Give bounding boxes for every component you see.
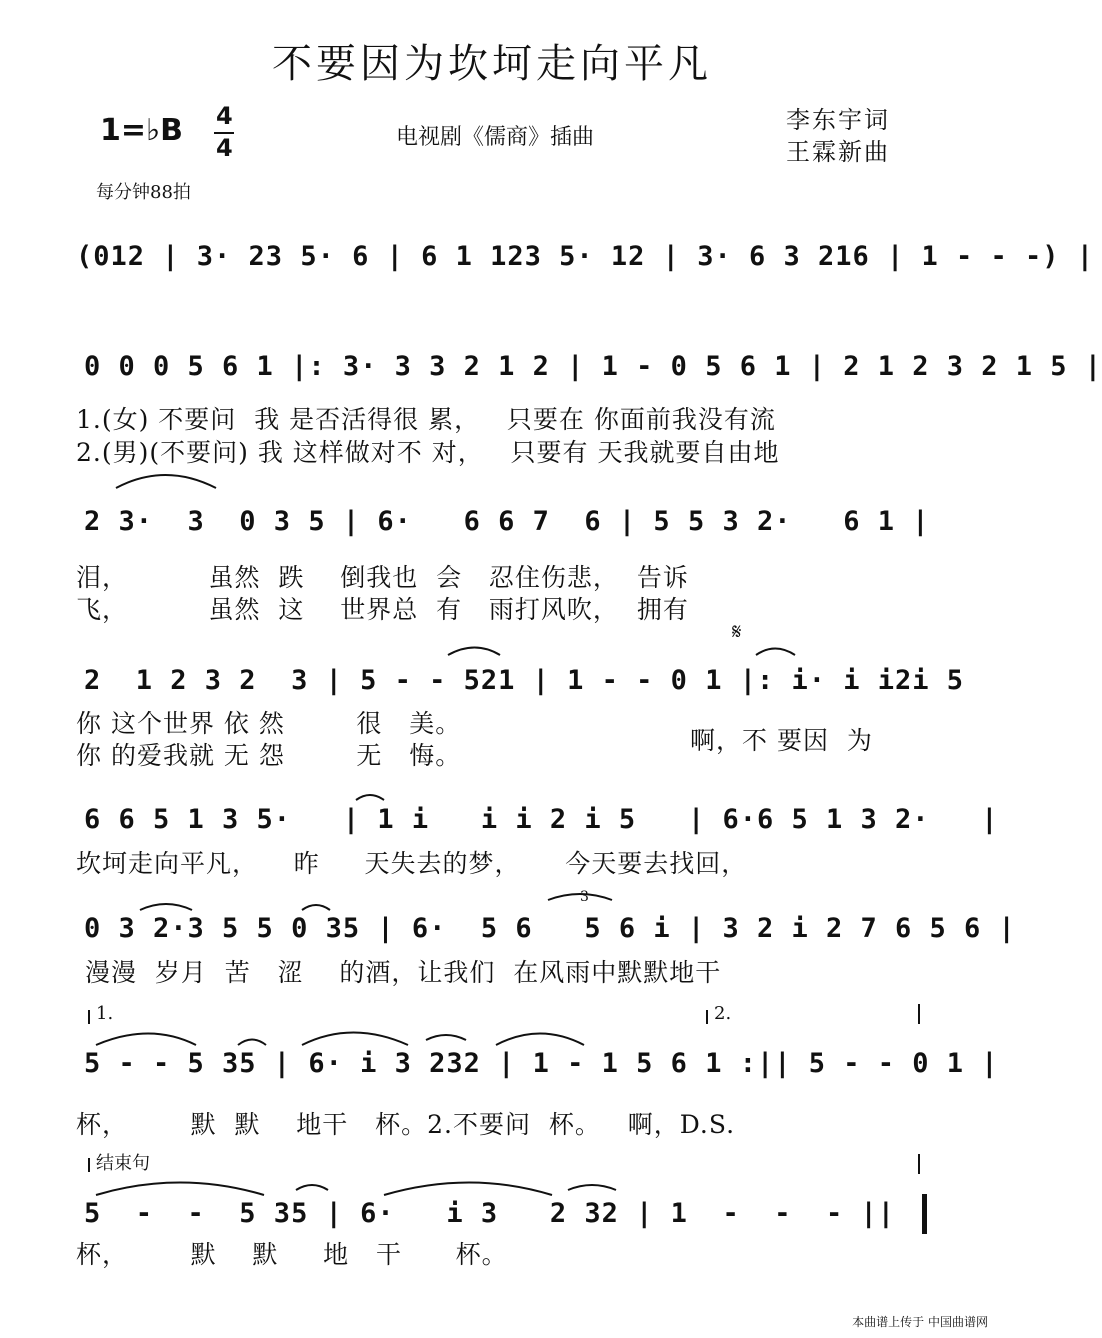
volta-1-bracket — [88, 1010, 90, 1024]
system-3-lyric-verse-2: 飞， 虽然 这 世界总 有 雨打风吹， 拥有 — [76, 595, 689, 624]
footer-watermark: 本曲谱上传于 中国曲谱网 — [852, 1315, 988, 1329]
triplet-mark: 3 — [580, 889, 589, 905]
system-6-notes: 0 3 2·3 5 5 0 35 | 6· 5 6 5 6 i | 3 2 i 2 7 6 5 6 | — [84, 913, 1016, 944]
key-signature: 1=♭B — [100, 113, 184, 148]
system-4-notes: 2 1 2 3 2 3 | 5 - - 521 | 1 - - 0 1 |: i· i i2i 5 — [84, 665, 965, 696]
lyricist: 李东宇词 — [786, 106, 890, 134]
system-8-notes: 5 - - 5 35 | 6· i 3 2 32 | 1 - - - || — [84, 1198, 896, 1229]
volta-2-end-bracket — [918, 1004, 920, 1024]
system-6-lyric: 漫漫 岁月 苦 涩 的酒，让我们 在风雨中默默地干 — [76, 958, 722, 987]
system-4-refrain-lyric: 啊，不 要因 为 — [690, 726, 873, 755]
system-7-notes: 5 - - 5 35 | 6· i 3 232 | 1 - 1 5 6 1 :|| 5 - - 0 1 | — [84, 1048, 999, 1079]
subtitle: 电视剧《儒商》插曲 — [396, 125, 595, 150]
song-title: 不要因为坎坷走向平凡 — [272, 41, 712, 87]
system-3-lyric-verse-1: 泪， 虽然 跌 倒我也 会 忍住伤悲， 告诉 — [76, 563, 689, 592]
ending-label: 结束句 — [96, 1153, 150, 1174]
system-8-lyric: 杯， 默 默 地 干 杯。 — [76, 1240, 508, 1269]
system-2-lyric-verse-2: 2.(男)(不要问) 我 这样做对不 对， 只要有 天我就要自由地 — [76, 438, 780, 467]
volta-2-label: 2. — [714, 1003, 732, 1024]
system-2-notes: 0 0 0 5 6 1 |: 3· 3 3 2 1 2 | 1 - 0 5 6 1 | 2 1 2 3 2 1 5 | — [84, 351, 1102, 382]
volta-2-bracket — [706, 1010, 708, 1024]
final-barline — [922, 1194, 927, 1234]
system-5-lyric: 坎坷走向平凡， 昨 天失去的梦， 今天要去找回， — [76, 849, 748, 878]
time-signature-bottom: 4 — [216, 134, 233, 162]
ending-end-bracket — [918, 1154, 920, 1174]
system-7-lyric: 杯， 默 默 地干 杯。2.不要问 杯。 啊，D.S. — [76, 1110, 736, 1139]
system-4-lyric-verse-2: 你 的爱我就 无 怨 无 悔。 — [76, 741, 462, 770]
time-signature-top: 4 — [216, 102, 233, 130]
ending-bracket — [88, 1158, 90, 1172]
system-3-notes: 2 3· 3 0 3 5 | 6· 6 6 7 6 | 5 5 3 2· 6 1 | — [84, 506, 930, 537]
tempo-marking: 每分钟88拍 — [96, 182, 191, 203]
volta-1-label: 1. — [96, 1003, 114, 1024]
system-4-lyric-verse-1: 你 这个世界 依 然 很 美。 — [76, 709, 462, 738]
system-2-lyric-verse-1: 1.(女) 不要问 我 是否活得很 累， 只要在 你面前我没有流 — [76, 405, 776, 434]
composer: 王霖新曲 — [786, 138, 890, 166]
segno-sign: 𝄋 — [732, 620, 742, 645]
system-5-notes: 6 6 5 1 3 5· | 1 i i i 2 i 5 | 6·6 5 1 3 2· | — [84, 804, 999, 835]
system-1-notes: (012 | 3· 23 5· 6 | 6 1 123 5· 12 | 3· 6 3 216 | 1 - - -) | — [76, 241, 1095, 272]
